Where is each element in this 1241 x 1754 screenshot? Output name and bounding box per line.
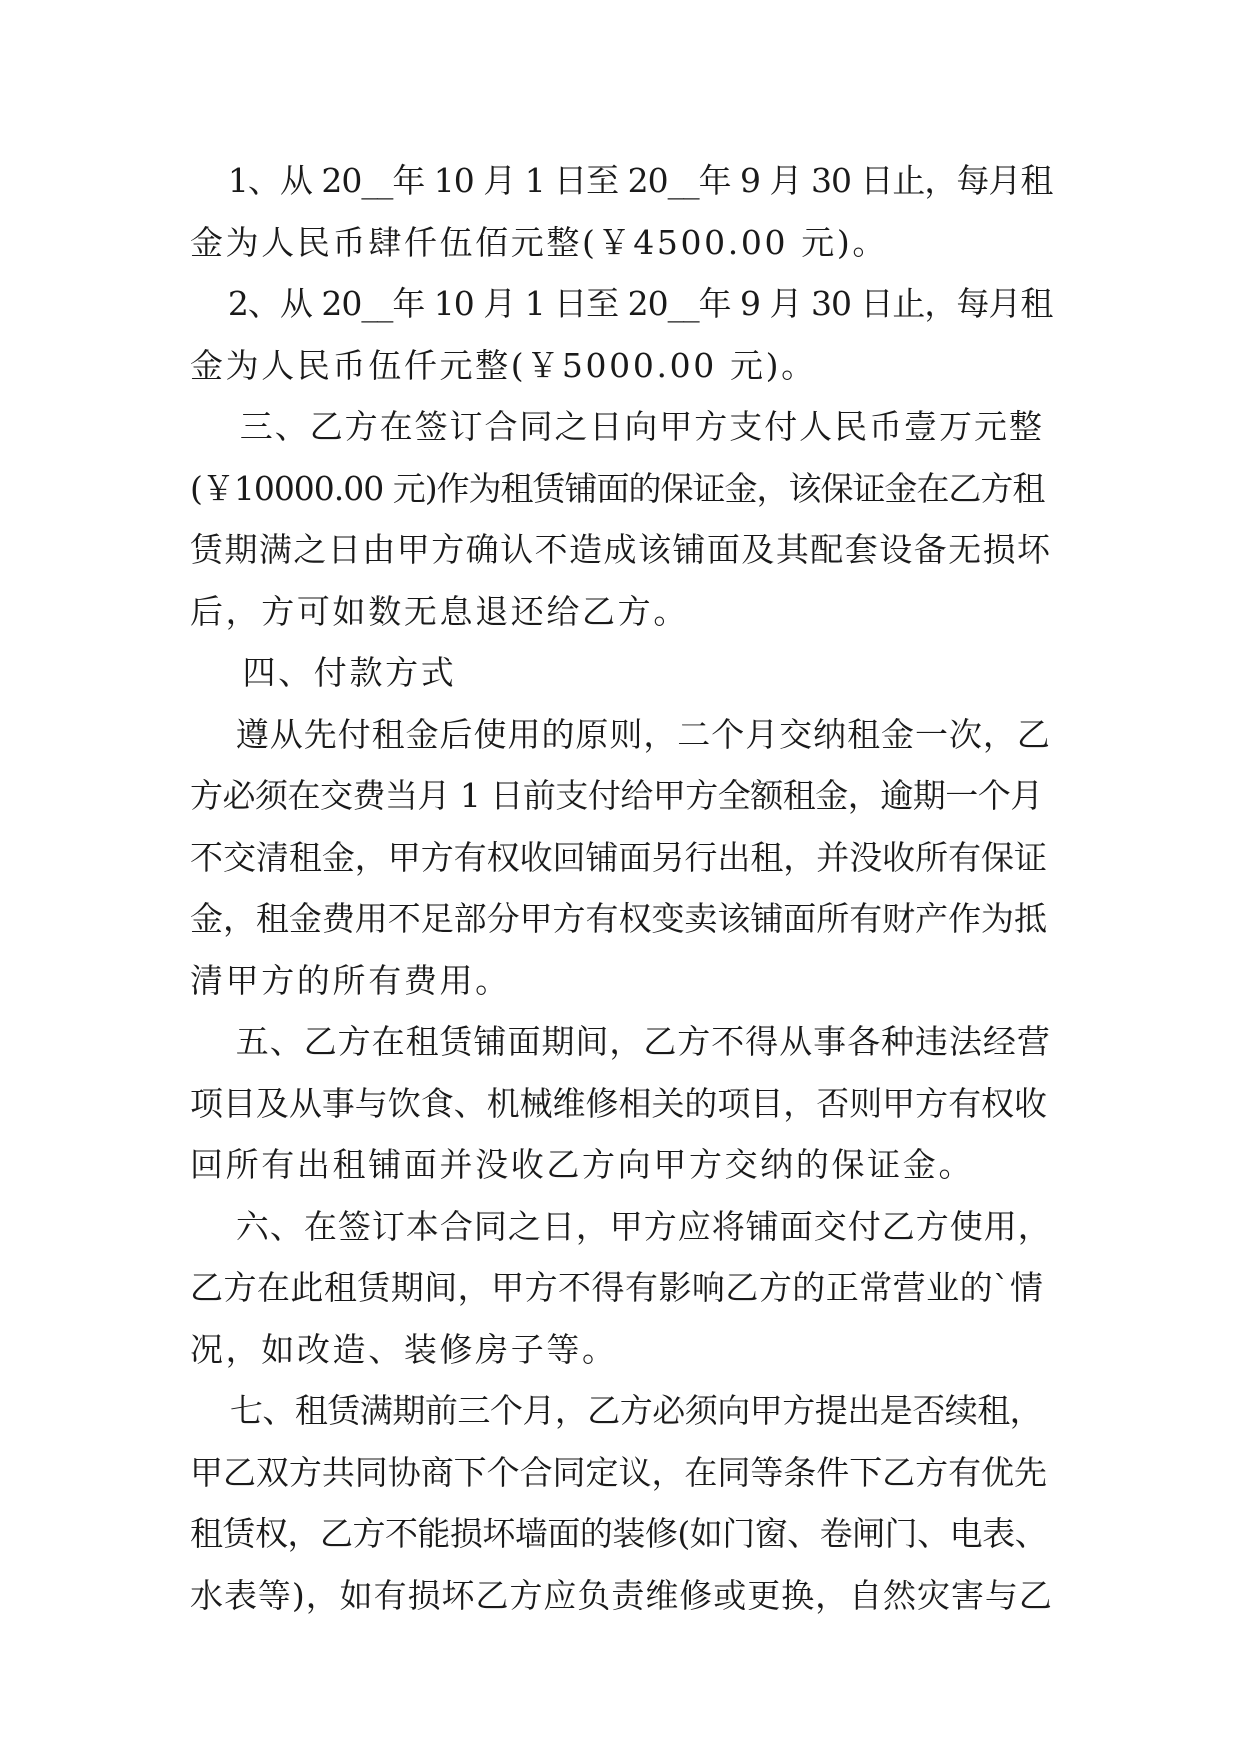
- text-line: 金，租金费用不足部分甲方有权变卖该铺面所有财产作为抵: [190, 899, 1047, 938]
- text-line: 赁期满之日由甲方确认不造成该铺面及其配套设备无损坏: [190, 530, 1052, 569]
- text-line: 1、从 20__年 10 月 1 日至 20__年 9 月 30 日止，每月租: [190, 161, 1053, 200]
- text-line: 况，如改造、装修房子等。: [190, 1329, 618, 1369]
- text-line: 租赁权，乙方不能损坏墙面的装修(如门窗、卷闸门、电表、: [190, 1514, 1048, 1553]
- text-line: 金为人民币肆仟伍佰元整(￥4500.00 元)。: [190, 222, 889, 262]
- text-line: 遵从先付租金后使用的原则，二个月交纳租金一次，乙: [190, 714, 1051, 754]
- text-line: 甲乙双方共同协商下个合同定议，在同等条件下乙方有优先: [190, 1452, 1047, 1492]
- text-line: (￥10000.00 元)作为租赁铺面的保证金，该保证金在乙方租: [190, 468, 1045, 508]
- text-line: 项目及从事与饮食、机械维修相关的项目，否则甲方有权收: [190, 1083, 1047, 1123]
- text-line: 回所有出租铺面并没收乙方向甲方交纳的保证金。: [190, 1145, 975, 1184]
- text-line: 水表等)，如有损坏乙方应负责维修或更换，自然灾害与乙: [190, 1575, 1053, 1615]
- text-line: 乙方在此租赁期间，甲方不得有影响乙方的正常营业的`情: [190, 1268, 1044, 1307]
- text-line: 四、付款方式: [190, 653, 457, 692]
- text-line: 五、乙方在租赁铺面期间，乙方不得从事各种违法经营: [190, 1022, 1051, 1061]
- text-line: 清甲方的所有费用。: [190, 960, 511, 1000]
- text-line: 三、乙方在签订合同之日向甲方支付人民币壹万元整: [190, 407, 1044, 446]
- contract-text: [190, 150, 1055, 1626]
- text-line: 七、租赁满期前三个月，乙方必须向甲方提出是否续租，: [190, 1391, 1043, 1430]
- text-line: 后，方可如数无息退还给乙方。: [190, 591, 689, 631]
- text-line: 不交清租金，甲方有权收回铺面另行出租，并没收所有保证: [190, 837, 1047, 877]
- text-line: 六、在签订本合同之日，甲方应将铺面交付乙方使用，: [190, 1206, 1052, 1246]
- text-line: 2、从 20__年 10 月 1 日至 20__年 9 月 30 日止，每月租: [190, 284, 1053, 323]
- text-line: 方必须在交费当月 1 日前支付给甲方全额租金，逾期一个月: [190, 776, 1043, 815]
- text-line: 金为人民币伍仟元整(￥5000.00 元)。: [190, 345, 817, 385]
